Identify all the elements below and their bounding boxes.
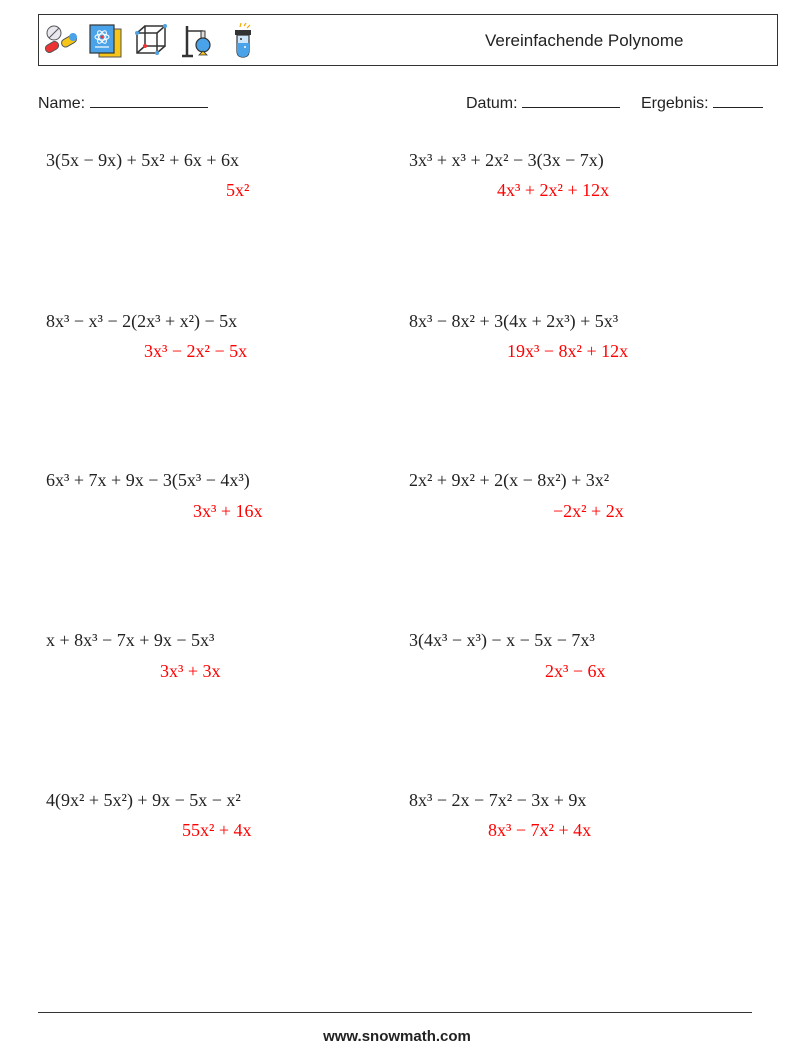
- problem-expression: 2x² + 9x² + 2(x − 8x²) + 3x²: [409, 470, 610, 490]
- problem-expression: 6x³ + 7x + 9x − 3(5x³ − 4x³): [46, 470, 250, 490]
- date-label: Datum:: [466, 95, 518, 112]
- footer-url[interactable]: www.snowmath.com: [323, 1028, 471, 1045]
- worksheet-title: Vereinfachende Polynome: [485, 31, 684, 50]
- problem-expression: 3(5x − 9x) + 5x² + 6x + 6x: [46, 150, 239, 170]
- problem-answer: 8x³ − 7x² + 4x: [488, 820, 592, 840]
- cube-wireframe-icon: [133, 23, 169, 59]
- problem-answer: 4x³ + 2x² + 12x: [497, 180, 610, 200]
- science-book-icon: [87, 23, 123, 59]
- problem-expression: 8x³ − 8x² + 3(4x + 2x³) + 5x³: [409, 311, 619, 331]
- result-blank-line: [713, 93, 763, 108]
- footer-divider: [38, 1012, 752, 1013]
- date-field: [466, 93, 620, 113]
- name-blank-line: [90, 93, 208, 108]
- worksheet-header: [38, 14, 778, 66]
- date-blank-line: [522, 93, 620, 108]
- problem-answer: 3x³ − 2x² − 5x: [144, 341, 248, 361]
- problem-expression: 8x³ − 2x − 7x² − 3x + 9x: [409, 790, 587, 810]
- problem-expression: 8x³ − x³ − 2(2x³ + x²) − 5x: [46, 311, 238, 331]
- problem-expression: 4(9x² + 5x²) + 9x − 5x − x²: [46, 790, 241, 810]
- problem-answer: 3x³ + 16x: [193, 501, 263, 521]
- name-label: Name:: [38, 95, 86, 112]
- test-tube-icon: [225, 23, 261, 59]
- problem-answer: 2x³ − 6x: [545, 661, 606, 681]
- problem-expression: 3(4x³ − x³) − x − 5x − 7x³: [409, 630, 595, 650]
- name-field: [38, 93, 208, 113]
- problem-answer: 19x³ − 8x² + 12x: [507, 341, 629, 361]
- problem-expression: x + 8x³ − 7x + 9x − 5x³: [46, 630, 215, 650]
- problem-answer: 5x²: [226, 180, 250, 200]
- result-field: [641, 93, 763, 113]
- problem-answer: 3x³ + 3x: [160, 661, 221, 681]
- problem-answer: −2x² + 2x: [553, 501, 624, 521]
- result-label: Ergebnis:: [641, 95, 709, 112]
- problem-expression: 3x³ + x³ + 2x² − 3(3x − 7x): [409, 150, 604, 170]
- pills-icon: [43, 23, 79, 59]
- problem-answer: 55x² + 4x: [182, 820, 252, 840]
- lab-stand-flask-icon: [179, 23, 215, 59]
